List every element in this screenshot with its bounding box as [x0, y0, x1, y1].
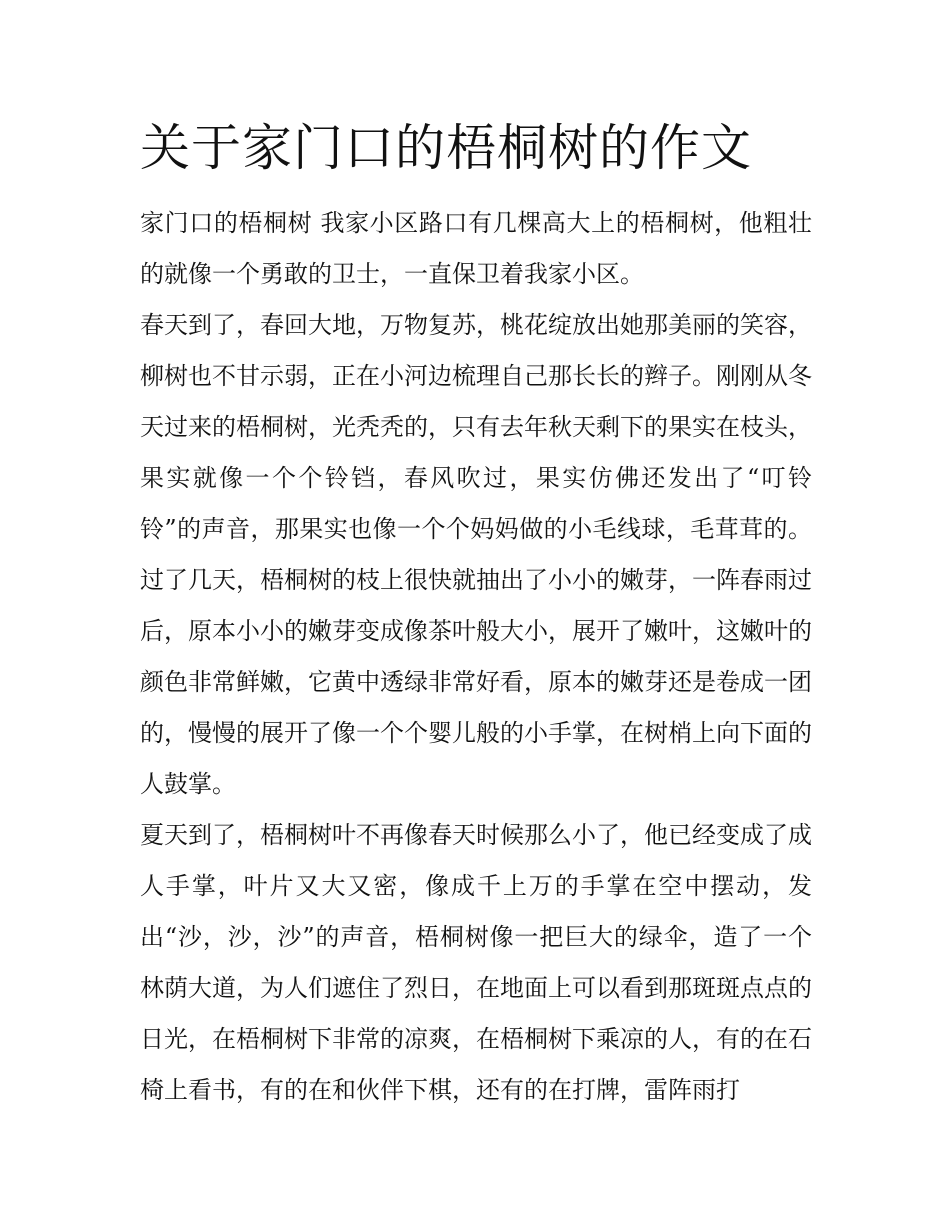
document-title: 关于家门口的梧桐树的作文: [140, 119, 752, 177]
paragraph-intro: 家门口的梧桐树 我家小区路口有几棵高大上的梧桐树，他粗壮的就像一个勇敢的卫士，一直保卫着我家小区。: [140, 209, 812, 288]
paragraph-spring: 春天到了，春回大地，万物复苏，桃花绽放出她那美丽的笑容，柳树也不甘示弱，正在小河边梳理自己那长长的辫子。刚刚从冬天过来的梧桐树，光秃秃的，只有去年秋天剩下的果实在枝头，果实就像一个个铃铛，春风吹过，果实仿佛还发出了“叮铃铃”的声音，那果实也像一个个妈妈做的小毛线球，毛茸茸的。过了几天，梧桐树的枝上很快就抽出了小小的嫩芽，一阵春雨过后，原本小小的嫩芽变成像茶叶般大小，展开了嫩叶，这嫩叶的颜色非常鲜嫩，它黄中透绿非常好看，原本的嫩芽还是卷成一团的，慢慢的展开了像一个个婴儿般的小手掌，在树梢上向下面的人鼓掌。: [140, 311, 812, 798]
paragraph-summer: 夏天到了，梧桐树叶不再像春天时候那么小了，他已经变成了成人手掌，叶片又大又密，像成千上万的手掌在空中摆动，发出“沙，沙，沙”的声音，梧桐树像一把巨大的绿伞，造了一个林荫大道，为人们遮住了烈日，在地面上可以看到那斑斑点点的日光，在梧桐树下非常的凉爽，在梧桐树下乘凉的人，有的在石椅上看书，有的在和伙伴下棋，还有的在打牌，雷阵雨打: [140, 821, 812, 1104]
document-body: [140, 198, 812, 1116]
document-page: [140, 112, 812, 1116]
